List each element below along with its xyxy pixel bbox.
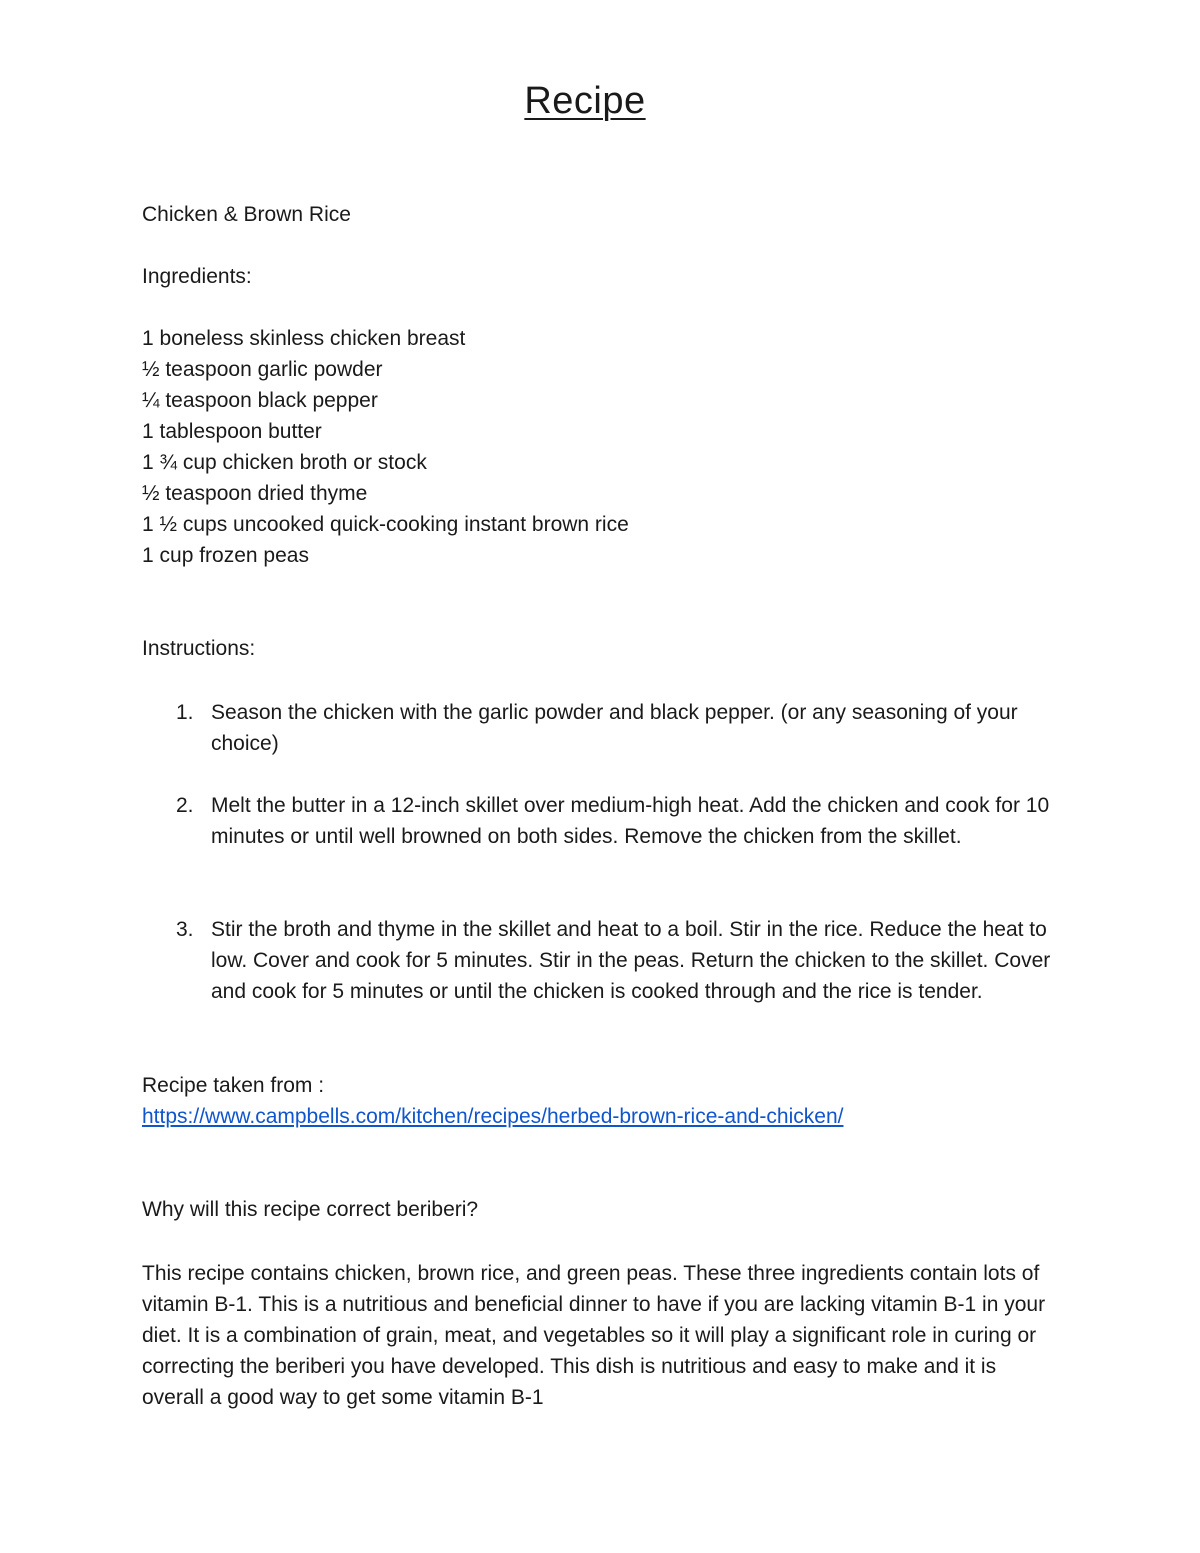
ingredient-item: 1 boneless skinless chicken breast <box>142 327 466 350</box>
ingredient-item: 1 tablespoon butter <box>142 420 322 443</box>
page-title: Recipe <box>524 80 646 122</box>
dish-name: Chicken & Brown Rice <box>142 203 351 226</box>
source-label: Recipe taken from : <box>142 1074 325 1097</box>
ingredient-item: 1 ½ cups uncooked quick-cooking instant brown rice <box>142 513 629 536</box>
ingredient-item: 1 ¾ cup chicken broth or stock <box>142 451 427 474</box>
why-paragraph: This recipe contains chicken, brown rice, and green peas. These three ingredients contain lots of vitamin B-1. This is a nutritious and beneficial dinner to have if you are lacking vitamin B-1 in your diet. It is a combination of grain, meat, and vegetables so it will play a significant role in curing or correcting the beriberi you have developed. This dish is nutritious and easy to make and it is overall a good way to get some vitamin B-1 <box>142 1262 1046 1409</box>
source-link[interactable]: https://www.campbells.com/kitchen/recipes/herbed-brown-rice-and-chicken/ <box>142 1105 844 1128</box>
ingredient-item: ¼ teaspoon black pepper <box>142 389 378 412</box>
instruction-number: 3. <box>176 918 194 941</box>
instruction-step: Melt the butter in a 12-inch skillet over medium-high heat. Add the chicken and cook for 10 minutes or until well browned on both sides. Remove the chicken from the skillet. <box>211 794 1050 848</box>
instructions-heading: Instructions: <box>142 637 256 660</box>
ingredient-item: 1 cup frozen peas <box>142 544 309 567</box>
instruction-number: 1. <box>176 701 194 724</box>
instruction-step: Season the chicken with the garlic powder and black pepper. (or any seasoning of your choice) <box>211 701 1018 755</box>
ingredient-item: ½ teaspoon dried thyme <box>142 482 368 505</box>
ingredients-heading: Ingredients: <box>142 265 252 288</box>
instruction-number: 2. <box>176 794 194 817</box>
why-heading: Why will this recipe correct beriberi? <box>142 1198 479 1221</box>
ingredient-item: ½ teaspoon garlic powder <box>142 358 383 381</box>
instruction-step: Stir the broth and thyme in the skillet and heat to a boil. Stir in the rice. Reduce the heat to low. Cover and cook for 5 minutes. Stir in the peas. Return the chicken to the skillet. Cover and cook for 5 minutes or until the chicken is cooked through and the rice is tender. <box>211 918 1051 1003</box>
